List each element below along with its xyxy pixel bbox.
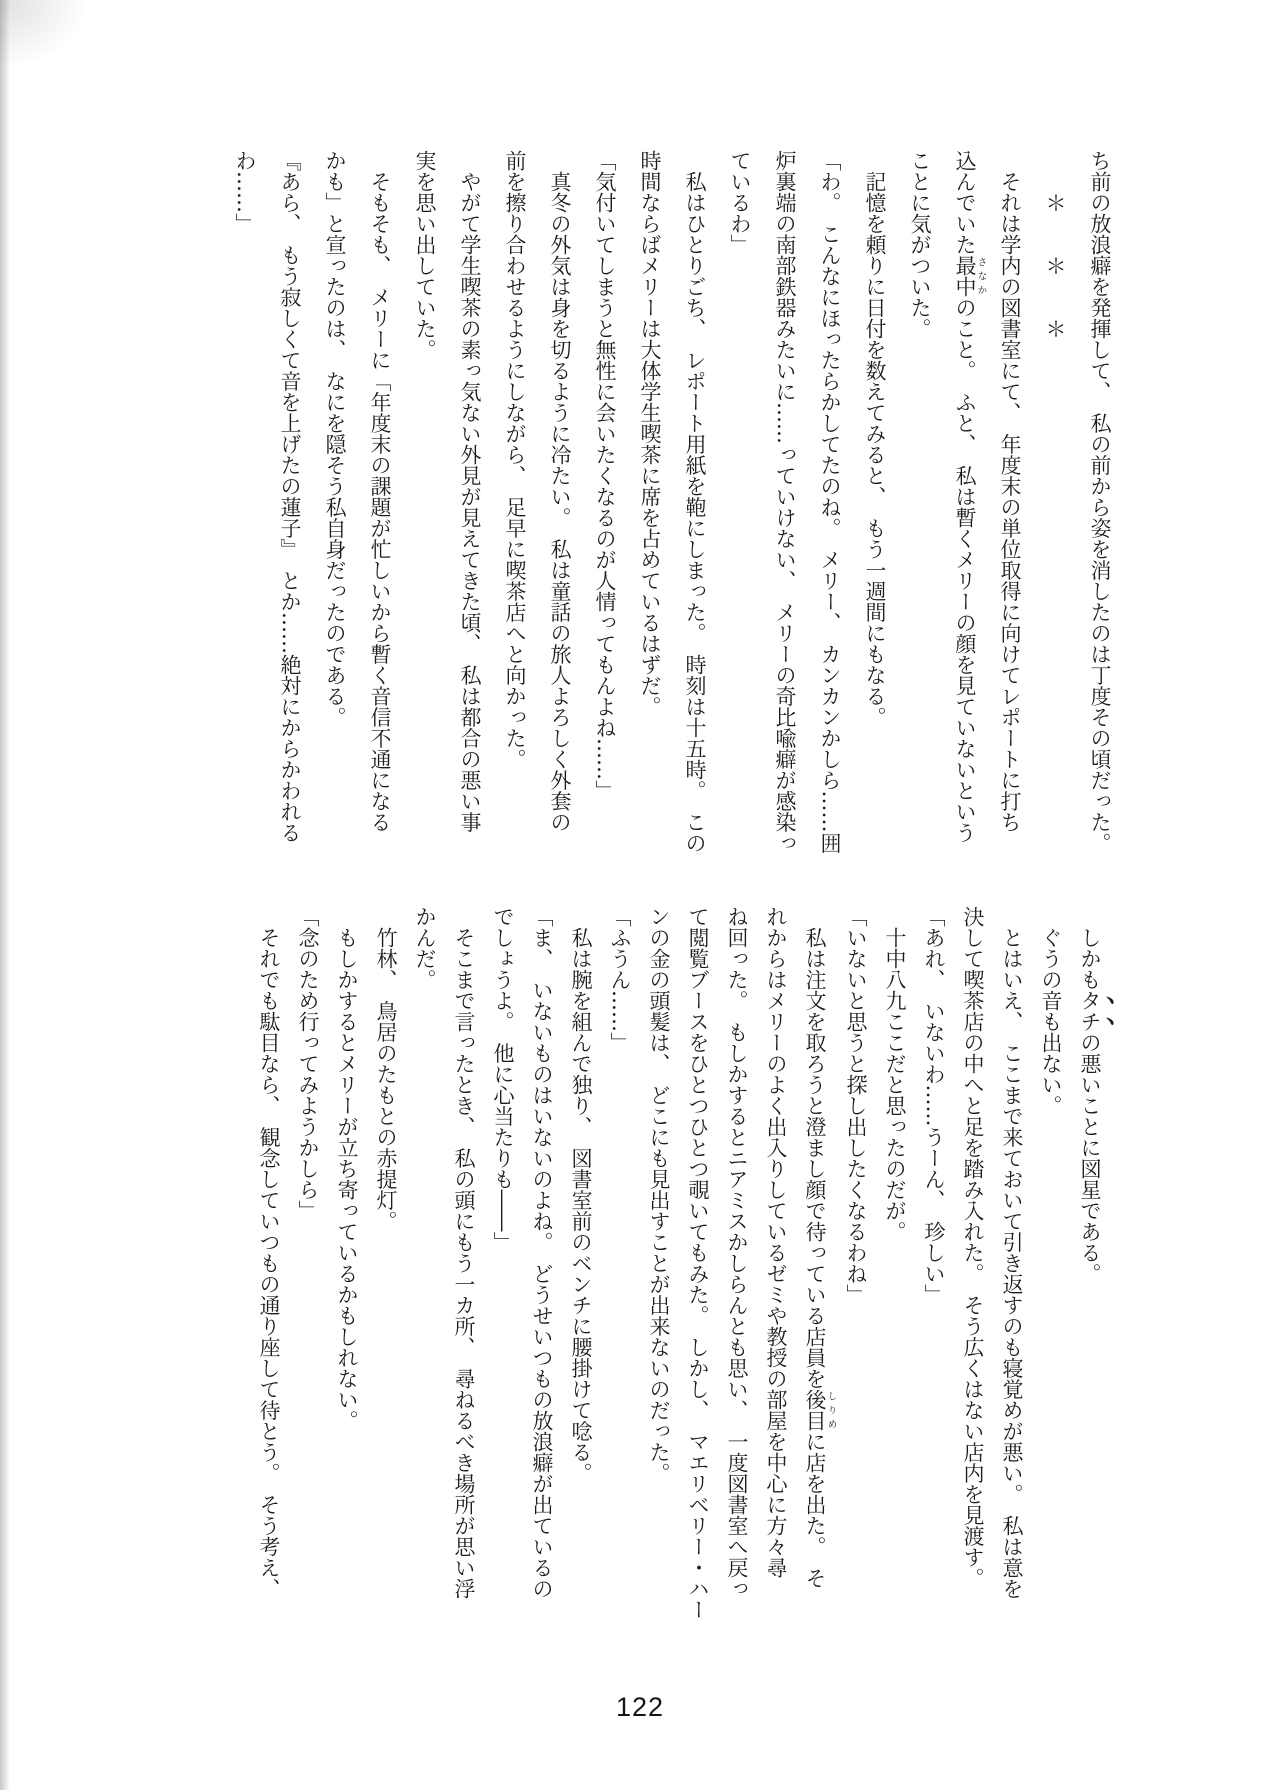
text-column: でしょうよ。 他に心当たりも――」 — [491, 906, 515, 1253]
text-column: ね回った。 もしかするとニアミスかしらんとも思い、 一度図書室へ戻っ — [725, 906, 749, 1599]
text-column: 私は腕を組んで独り、 図書室前のベンチに腰掛けて唸る。 — [569, 906, 593, 1484]
text-column: 「ま、 いないものはいないのよね。 どうせいつもの放浪癖が出ているの — [530, 906, 554, 1599]
text-block-lower — [249, 906, 1118, 1622]
text-column: 実を思い出していた。 — [413, 150, 437, 360]
text-column: かも」と宣ったのは、 なにを隠そう私自身だったのである。 — [323, 150, 347, 728]
text-column: 「わ。 こんなにほったらかしてたのね。 メリー、 カンカンかしら……囲 — [818, 150, 842, 854]
text-column: 決して喫茶店の中へと足を踏み入れた。 そう広くはない店内を見渡す。 — [961, 906, 985, 1589]
text-column: 「気付いてしまうと無性に会いたくなるのが人情ってもんよね……」 — [593, 150, 617, 801]
text-column: 十中八九ここだと思ったのだが。 — [883, 906, 907, 1242]
text-column: しかもタチの悪いことに図星である。 — [1078, 906, 1102, 1284]
text-column: それは学内の図書室にて、 年度末の単位取得に向けてレポートに打ち — [998, 150, 1022, 833]
text-column: 『あら、 もう寂しくて音を上げたの蓮子』 とか……絶対にからかわれる — [278, 150, 302, 843]
text-column: 「ふうん……」 — [608, 906, 632, 1053]
text-column: て閲覧ブースをひとつひとつ覗いてもみた。 しかし、 マエリベリー・ハー — [686, 906, 710, 1620]
text-column: そもそも、 メリーに「年度末の課題が忙しいから暫く音信不通になる — [368, 150, 392, 833]
text-column: 記憶を頼りに日付を数えてみると、 もう一週間にもなる。 — [863, 150, 887, 728]
page-number: 122 — [615, 1692, 665, 1722]
text-column: ち前の放浪癖を発揮して、 私の前から姿を消したのは丁度その頃だった。 — [1088, 150, 1112, 854]
text-column: 「念のため行ってみようかしら」 — [296, 906, 320, 1221]
text-column: 炉裏端の南部鉄器みたいに……っていけない、 メリーの奇比喩癖が感染っ — [773, 150, 797, 854]
text-column: 真冬の外気は身を切るように冷たい。 私は童話の旅人よろしく外套の — [548, 150, 572, 833]
text-column: ＊ ＊ ＊ — [1043, 150, 1067, 339]
text-column: とはいえ、 ここまで来ておいて引き返すのも寝覚めが悪い。 私は意を — [1000, 906, 1024, 1599]
page-binding-shadow — [0, 0, 10, 1790]
ruby-annotated-word: 後目しりめ — [803, 1389, 837, 1431]
text-column: ことに気がついた。 — [908, 150, 932, 339]
text-column: 前を擦り合わせるようにしながら、 足早に喫茶店へと向かった。 — [503, 150, 527, 770]
text-column: 「あれ、 いないわ……うーん、 珍しい」 — [922, 906, 946, 1305]
text-column: ンの金の頭髪は、 どこにも見出すことが出来ないのだった。 — [647, 906, 671, 1484]
text-column: そこまで言ったとき、 私の頭にもう一カ所、 尋ねるべき場所が思い浮 — [452, 906, 476, 1599]
text-column: ているわ」 — [728, 150, 752, 255]
ruby-annotated-word: 最中さなか — [953, 255, 987, 297]
text-block-upper — [222, 150, 1122, 866]
text-column: 時間ならばメリーは大体学生喫茶に席を占めているはずだ。 — [638, 150, 662, 717]
text-column: ぐうの音も出ない。 — [1039, 906, 1063, 1116]
text-column: れからはメリーのよく出入りしているゼミや教授の部屋を中心に方々尋 — [764, 906, 788, 1578]
text-column: それでも駄目なら、 観念していつもの通り座して待とう。 そう考え、 — [257, 906, 281, 1599]
emphasis-dots-text: タチ — [1078, 990, 1102, 1032]
text-column: 「いないと思うと探し出したくなるわね」 — [844, 906, 868, 1305]
text-column: 込んでいた最中さなかのこと。 ふと、 私は暫くメリーの顔を見ていないという — [953, 150, 987, 843]
text-column: 竹林、 鳥居のたもとの赤提灯。 — [374, 906, 398, 1232]
text-column: 私はひとりごち、 レポート用紙を鞄にしまった。 時刻は十五時。 この — [683, 150, 707, 854]
text-column: 私は注文を取ろうと澄まし顔で待っている店員を後目しりめに店を出た。 そ — [803, 906, 837, 1589]
text-column: かんだ。 — [413, 906, 437, 990]
text-column: わ……」 — [233, 150, 257, 234]
text-column: もしかするとメリーが立ち寄っているかもしれない。 — [335, 906, 359, 1431]
text-column: やがて学生喫茶の素っ気ない外見が見えてきた頃、 私は都合の悪い事 — [458, 150, 482, 833]
page-corner-shade — [0, 0, 90, 70]
